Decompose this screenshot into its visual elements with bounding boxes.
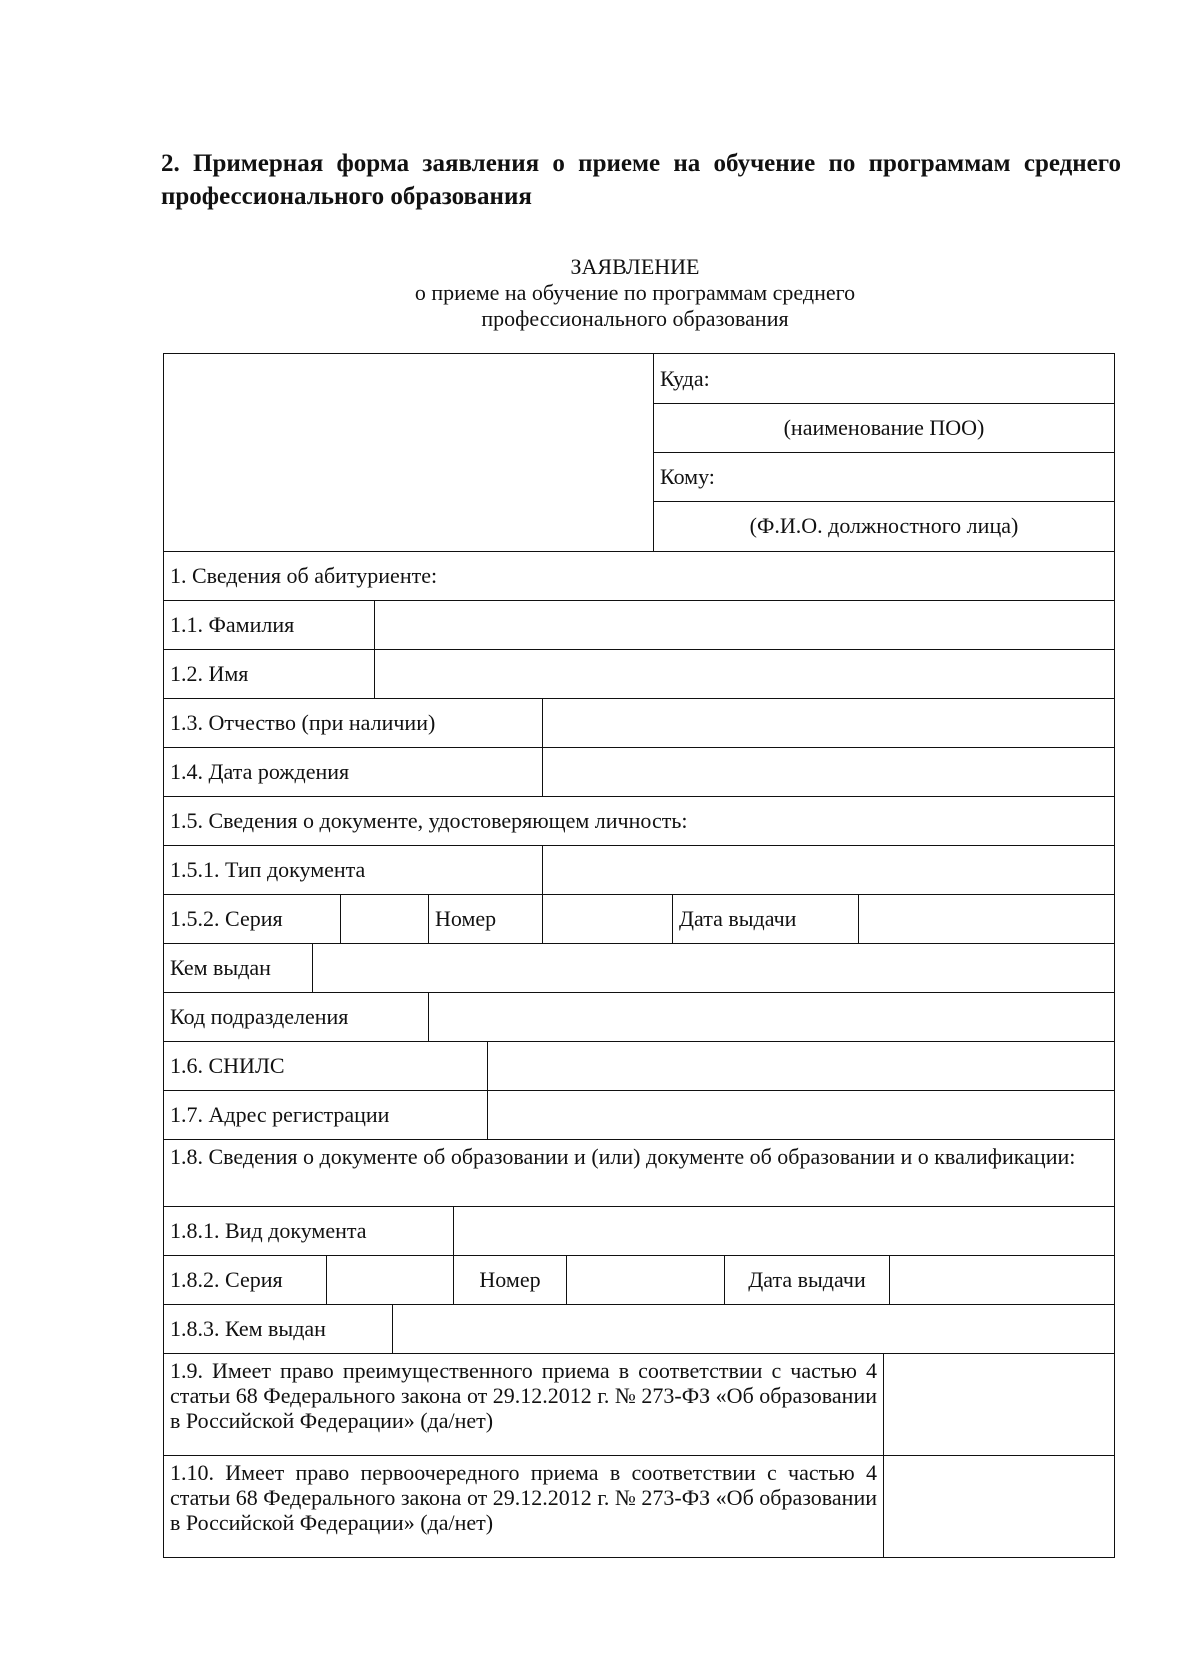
id-series-label: 1.5.2. Серия [170, 906, 283, 931]
edu-number-field[interactable] [566, 1256, 724, 1304]
birthdate-label: 1.4. Дата рождения [170, 759, 350, 784]
edu-issue-date-label: Дата выдачи [724, 1256, 889, 1304]
birthdate-field[interactable] [542, 748, 1114, 796]
priority-admission-label: 1.9. Имеет право преимущественного приема в соответствии с частью 4 статьи 68 Федерального закона от 29.12.2012 г. № 273-ФЗ «Об образовании в Российской Федерации» (да/нет) [164, 1354, 884, 1455]
id-issue-date-label: Дата выдачи [672, 895, 858, 943]
id-doc-type-field[interactable] [542, 846, 1114, 894]
section-education-document: 1.8. Сведения о документе об образовании и (или) документе об образовании и о квалификации: [170, 1144, 1076, 1169]
surname-label: 1.1. Фамилия [170, 612, 295, 637]
id-series-field[interactable] [340, 895, 428, 943]
edu-issued-by-field[interactable] [392, 1305, 1114, 1353]
title-line-3: профессионального образования [481, 306, 789, 331]
title-line-1: ЗАЯВЛЕНИЕ [570, 254, 700, 279]
first-priority-admission-field[interactable] [884, 1456, 1114, 1557]
application-form-table [163, 353, 1115, 1558]
kuda-label[interactable]: Куда: [660, 365, 710, 391]
edu-series-label: 1.8.2. Серия [170, 1267, 283, 1292]
section-heading: 2. Примерная форма заявления о приеме на обучение по программам среднего профессионального образования [161, 150, 1121, 210]
name-field[interactable] [374, 650, 1114, 698]
edu-number-label: Номер [453, 1256, 566, 1304]
snils-field[interactable] [487, 1042, 1114, 1090]
komu-hint: (Ф.И.О. должностного лица) [654, 501, 1114, 550]
section-identity-document: 1.5. Сведения о документе, удостоверяющем личность: [170, 808, 688, 833]
id-issue-date-field[interactable] [858, 895, 1114, 943]
surname-field[interactable] [374, 601, 1114, 649]
division-code-field[interactable] [428, 993, 1114, 1041]
name-label: 1.2. Имя [170, 661, 249, 686]
section-applicant: 1. Сведения об абитуриенте: [170, 563, 438, 588]
first-priority-admission-label: 1.10. Имеет право первоочередного приема в соответствии с частью 4 статьи 68 Федерального закона от 29.12.2012 г. № 273-ФЗ «Об образовании в Российской Федерации» (да/нет) [164, 1456, 884, 1557]
patronymic-label: 1.3. Отчество (при наличии) [170, 710, 436, 735]
kuda-hint: (наименование ПОО) [654, 403, 1114, 452]
edu-doc-type-field[interactable] [453, 1207, 1114, 1255]
id-doc-type-label: 1.5.1. Тип документа [170, 857, 366, 882]
id-number-field[interactable] [542, 895, 672, 943]
title-line-2: о приеме на обучение по программам среднего [414, 280, 856, 305]
applicant-blank-area [164, 354, 654, 551]
patronymic-field[interactable] [542, 699, 1114, 747]
id-number-label: Номер [428, 895, 542, 943]
snils-label: 1.6. СНИЛС [170, 1053, 285, 1078]
edu-doc-type-label: 1.8.1. Вид документа [170, 1218, 367, 1243]
division-code-label: Код подразделения [170, 1004, 349, 1029]
edu-issue-date-field[interactable] [889, 1256, 1114, 1304]
id-issued-by-field[interactable] [312, 944, 1114, 992]
edu-issued-by-label: 1.8.3. Кем выдан [170, 1316, 326, 1341]
komu-label[interactable]: Кому: [654, 452, 1114, 501]
edu-series-field[interactable] [326, 1256, 453, 1304]
registration-address-label: 1.7. Адрес регистрации [170, 1102, 390, 1127]
id-issued-by-label: Кем выдан [170, 955, 271, 980]
registration-address-field[interactable] [487, 1091, 1114, 1139]
document-title [0, 254, 1200, 332]
priority-admission-field[interactable] [884, 1354, 1114, 1455]
